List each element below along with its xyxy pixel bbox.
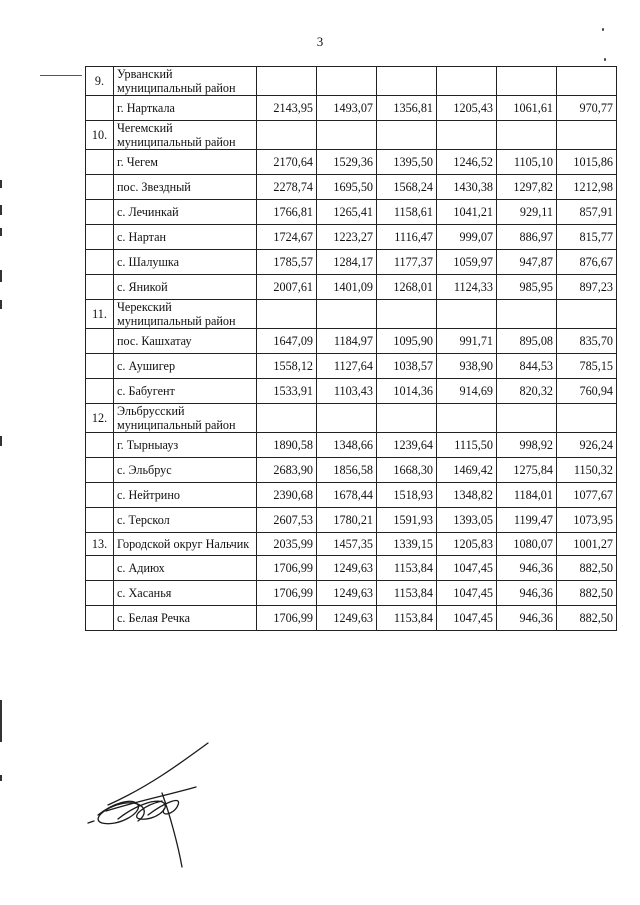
table-row [86,175,617,200]
settlement-name: с. Яникой [114,275,257,300]
row-number [86,556,114,581]
value-cell: 1785,57 [257,250,317,275]
value-cell: 1706,99 [257,606,317,631]
value-cell [437,404,497,433]
scan-edge-mark [0,300,2,309]
value-cell: 1457,35 [317,533,377,556]
value-cell: 1047,45 [437,581,497,606]
row-number: 13. [86,533,114,556]
value-cell: 946,36 [497,581,557,606]
row-number [86,483,114,508]
value-cell: 1706,99 [257,556,317,581]
settlement-name: с. Хасанья [114,581,257,606]
settlement-name: с. Шалушка [114,250,257,275]
value-cell: 1591,93 [377,508,437,533]
value-cell [497,404,557,433]
value-cell: 1339,15 [377,533,437,556]
value-cell: 1284,17 [317,250,377,275]
table-row [86,200,617,225]
page-number: 3 [316,34,324,49]
value-cell: 985,95 [497,275,557,300]
value-cell: 2390,68 [257,483,317,508]
table-row [86,433,617,458]
value-cell [257,300,317,329]
value-cell: 844,53 [497,354,557,379]
value-cell: 1348,82 [437,483,497,508]
value-cell: 1766,81 [257,200,317,225]
value-cell: 1890,58 [257,433,317,458]
value-cell: 1047,45 [437,556,497,581]
value-cell: 1401,09 [317,275,377,300]
value-cell: 1695,50 [317,175,377,200]
value-cell: 1268,01 [377,275,437,300]
settlement-name: с. Эльбрус [114,458,257,483]
value-cell: 1047,45 [437,606,497,631]
value-cell: 2007,61 [257,275,317,300]
value-cell: 1095,90 [377,329,437,354]
scan-edge-mark [0,436,2,446]
table-row [86,581,617,606]
row-number: 12. [86,404,114,433]
settlement-name: пос. Звездный [114,175,257,200]
value-cell: 1348,66 [317,433,377,458]
table-row [86,275,617,300]
value-cell: 1856,58 [317,458,377,483]
value-cell: 1073,95 [557,508,617,533]
value-cell: 946,36 [497,556,557,581]
region-name: Черекский муниципальный район [114,300,257,329]
value-cell: 1780,21 [317,508,377,533]
scan-edge-mark [0,228,2,236]
value-cell: 1469,42 [437,458,497,483]
value-cell: 835,70 [557,329,617,354]
value-cell: 2143,95 [257,96,317,121]
value-cell: 1015,86 [557,150,617,175]
value-cell: 820,32 [497,379,557,404]
value-cell: 929,11 [497,200,557,225]
value-cell: 1706,99 [257,581,317,606]
value-cell: 1724,67 [257,225,317,250]
table-row [86,225,617,250]
value-cell: 1212,98 [557,175,617,200]
value-cell: 1153,84 [377,556,437,581]
value-cell: 1014,36 [377,379,437,404]
value-cell: 1153,84 [377,581,437,606]
scan-edge-mark [0,205,2,215]
scan-speck [604,58,606,61]
row-number [86,458,114,483]
table-row [86,483,617,508]
settlement-name: с. Терскол [114,508,257,533]
region-name: Чегемский муниципальный район [114,121,257,150]
value-cell: 998,92 [497,433,557,458]
table-row [86,556,617,581]
value-cell [317,121,377,150]
value-cell: 947,87 [497,250,557,275]
scan-edge-mark [0,180,2,188]
row-number [86,250,114,275]
settlement-name: г. Нарткала [114,96,257,121]
value-cell [377,67,437,96]
value-cell: 1558,12 [257,354,317,379]
value-cell: 1533,91 [257,379,317,404]
value-cell: 2607,53 [257,508,317,533]
value-cell: 1184,01 [497,483,557,508]
value-cell: 1077,67 [557,483,617,508]
row-number: 9. [86,67,114,96]
row-number: 11. [86,300,114,329]
row-number [86,275,114,300]
value-cell: 760,94 [557,379,617,404]
row-number [86,150,114,175]
value-cell: 882,50 [557,556,617,581]
value-cell: 1249,63 [317,556,377,581]
region-header-row [86,300,617,329]
value-cell: 999,07 [437,225,497,250]
value-cell: 1103,43 [317,379,377,404]
value-cell: 1668,30 [377,458,437,483]
row-number [86,200,114,225]
region-name: Урванский муниципальный район [114,67,257,96]
value-cell: 1395,50 [377,150,437,175]
settlement-name: с. Адиюх [114,556,257,581]
row-number [86,433,114,458]
scan-artifact-line [40,75,82,76]
value-cell: 1647,09 [257,329,317,354]
row-number [86,225,114,250]
value-cell: 1249,63 [317,606,377,631]
value-cell: 1153,84 [377,606,437,631]
value-cell [257,121,317,150]
scan-edge-mark [0,270,2,282]
table-row [86,379,617,404]
value-cell: 970,77 [557,96,617,121]
settlement-name: с. Нартан [114,225,257,250]
value-cell: 1115,50 [437,433,497,458]
rates-table [85,66,617,631]
value-cell [557,404,617,433]
value-cell: 1393,05 [437,508,497,533]
value-cell [497,67,557,96]
table-row [86,150,617,175]
table-row [86,354,617,379]
region-name: Эльбрусский муниципальный район [114,404,257,433]
value-cell: 2683,90 [257,458,317,483]
value-cell: 1105,10 [497,150,557,175]
table-row [86,329,617,354]
value-cell [557,121,617,150]
value-cell: 1223,27 [317,225,377,250]
value-cell: 2170,64 [257,150,317,175]
region-header-row [86,404,617,433]
row-number [86,354,114,379]
value-cell: 1529,36 [317,150,377,175]
value-cell: 1177,37 [377,250,437,275]
value-cell: 895,08 [497,329,557,354]
value-cell: 1249,63 [317,581,377,606]
table-row [86,533,617,556]
settlement-name: с. Нейтрино [114,483,257,508]
value-cell: 1116,47 [377,225,437,250]
value-cell: 1059,97 [437,250,497,275]
settlement-name: пос. Кашхатау [114,329,257,354]
value-cell [257,404,317,433]
value-cell: 1184,97 [317,329,377,354]
value-cell: 1150,32 [557,458,617,483]
value-cell: 1199,47 [497,508,557,533]
value-cell [317,300,377,329]
row-number [86,606,114,631]
value-cell: 946,36 [497,606,557,631]
value-cell: 991,71 [437,329,497,354]
value-cell: 1127,64 [317,354,377,379]
value-cell: 1246,52 [437,150,497,175]
region-header-row [86,121,617,150]
value-cell: 882,50 [557,581,617,606]
row-number [86,581,114,606]
row-number [86,175,114,200]
scan-edge-mark [0,775,2,781]
value-cell: 1080,07 [497,533,557,556]
region-header-row [86,67,617,96]
value-cell: 876,67 [557,250,617,275]
value-cell: 2278,74 [257,175,317,200]
value-cell [437,67,497,96]
value-cell [437,300,497,329]
scan-edge-mark [0,700,2,742]
handwritten-signature [78,735,218,875]
value-cell [437,121,497,150]
value-cell: 2035,99 [257,533,317,556]
settlement-name: с. Лечинкай [114,200,257,225]
settlement-name: г. Чегем [114,150,257,175]
settlement-name: г. Тырныауз [114,433,257,458]
value-cell: 815,77 [557,225,617,250]
value-cell: 1518,93 [377,483,437,508]
value-cell: 914,69 [437,379,497,404]
value-cell [557,300,617,329]
value-cell: 1239,64 [377,433,437,458]
table-row [86,96,617,121]
rates-table-body [86,67,617,631]
table-row [86,458,617,483]
value-cell: 926,24 [557,433,617,458]
value-cell [497,300,557,329]
value-cell: 886,97 [497,225,557,250]
value-cell [317,67,377,96]
row-number: 10. [86,121,114,150]
value-cell: 1493,07 [317,96,377,121]
value-cell: 1041,21 [437,200,497,225]
value-cell: 1678,44 [317,483,377,508]
value-cell: 1265,41 [317,200,377,225]
row-number [86,379,114,404]
value-cell: 1061,61 [497,96,557,121]
value-cell [257,67,317,96]
value-cell [557,67,617,96]
value-cell: 1001,27 [557,533,617,556]
table-row [86,508,617,533]
value-cell: 1205,43 [437,96,497,121]
scan-speck [602,28,604,31]
value-cell: 897,23 [557,275,617,300]
row-number [86,96,114,121]
value-cell: 785,15 [557,354,617,379]
row-number [86,508,114,533]
value-cell: 1205,83 [437,533,497,556]
value-cell: 1430,38 [437,175,497,200]
settlement-name: Городской округ Нальчик [114,533,257,556]
value-cell: 938,90 [437,354,497,379]
value-cell [377,404,437,433]
settlement-name: с. Аушигер [114,354,257,379]
value-cell: 857,91 [557,200,617,225]
value-cell: 1356,81 [377,96,437,121]
settlement-name: с. Бабугент [114,379,257,404]
value-cell [377,300,437,329]
row-number [86,329,114,354]
value-cell [377,121,437,150]
value-cell: 1038,57 [377,354,437,379]
value-cell: 1275,84 [497,458,557,483]
table-row [86,250,617,275]
table-row [86,606,617,631]
value-cell: 1124,33 [437,275,497,300]
value-cell [497,121,557,150]
value-cell: 1297,82 [497,175,557,200]
value-cell: 1568,24 [377,175,437,200]
value-cell: 1158,61 [377,200,437,225]
settlement-name: с. Белая Речка [114,606,257,631]
value-cell [317,404,377,433]
value-cell: 882,50 [557,606,617,631]
